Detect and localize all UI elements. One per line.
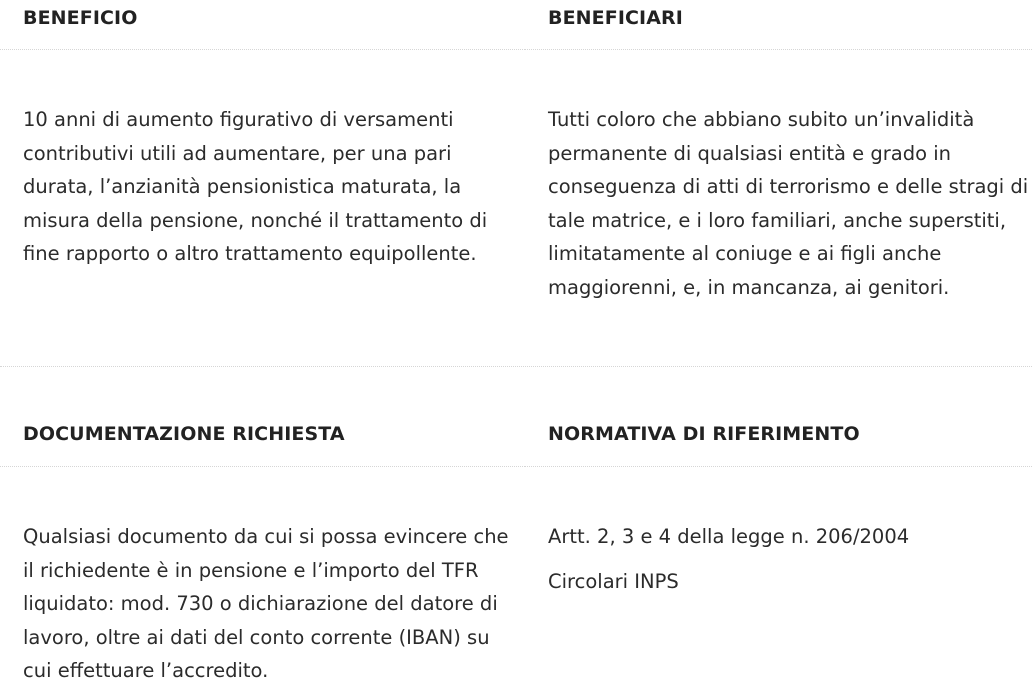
heading-beneficiari: BENEFICIARI [548, 7, 683, 29]
section-divider [0, 366, 1032, 367]
beneficiari-text: Tutti coloro che abbiano subito un’invalidità permanente di qualsiasi entità e grado in conseguenza di atti di terrorismo e delle stragi di tale matrice, e i loro familiari, anche superstiti, limitatamente al coniuge e ai figli anche maggiorenni, e, in mancanza, ai genitori. [548, 108, 1029, 299]
cell-documentazione [0, 368, 525, 682]
heading-documentazione: DOCUMENTAZIONE RICHIESTA [23, 423, 345, 445]
header-divider [0, 49, 525, 50]
header-divider [0, 466, 525, 467]
header-divider [525, 466, 1032, 467]
cell-header [0, 0, 525, 50]
normativa-list [548, 520, 1032, 609]
normativa-circulars: Circolari INPS [548, 569, 679, 593]
section-documentazione-normativa [0, 368, 1032, 693]
normativa-law-reference: Artt. 2, 3 e 4 della legge n. 206/2004 [548, 525, 910, 548]
documentazione-text: Qualsiasi documento da cui si possa evincere che il richiedente è in pensione e l’importo del TFR liquidato: mod. 730 o dichiarazione del datore di lavoro, oltre ai dati del conto corrente (IBAN) su cui effettuare l’accredito. [23, 525, 509, 682]
cell-normativa [525, 368, 1032, 593]
heading-beneficio: BENEFICIO [23, 7, 138, 29]
cell-header [525, 0, 1032, 50]
header-divider [525, 49, 1032, 50]
heading-normativa: NORMATIVA DI RIFERIMENTO [548, 423, 860, 445]
cell-header [525, 368, 1032, 467]
cell-header [0, 368, 525, 467]
cell-beneficio [0, 0, 525, 265]
beneficio-text: 10 anni di aumento figurativo di versamenti contributivi utili ad aumentare, per una pari durata, l’anzianità pensionistica maturata, la misura della pensione, nonché il trattamento di fine rapporto o altro trattamento equipollente. [23, 108, 488, 265]
cell-beneficiari [525, 0, 1032, 299]
